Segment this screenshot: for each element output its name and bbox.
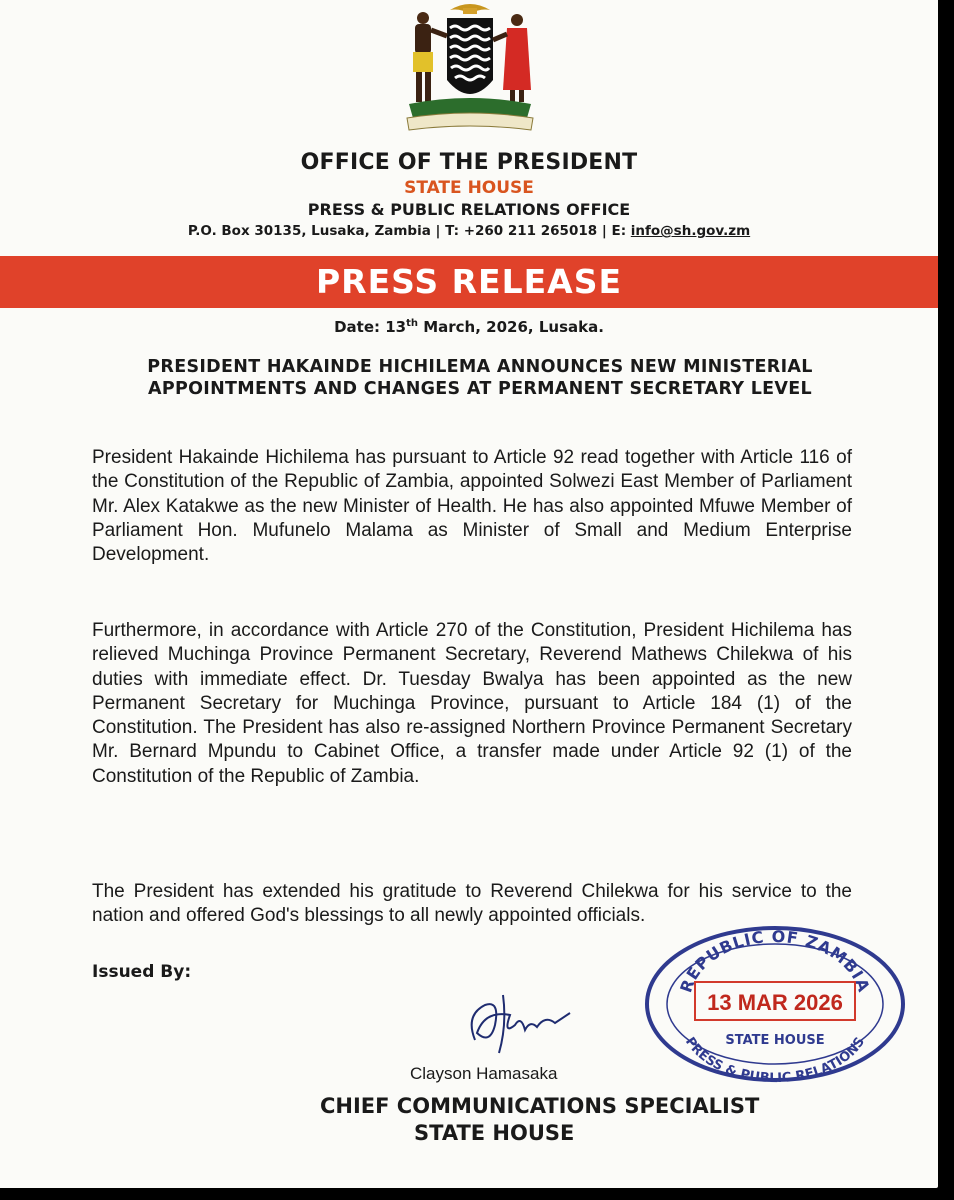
date-day: Date: 13 bbox=[334, 318, 407, 336]
svg-text:REPUBLIC OF ZAMBIA bbox=[676, 927, 874, 995]
date-rest: March, 2026, Lusaka. bbox=[418, 318, 604, 336]
signatory-org: STATE HOUSE bbox=[414, 1121, 575, 1145]
stamp-top-text: REPUBLIC OF ZAMBIA bbox=[676, 926, 874, 995]
email-link[interactable]: info@sh.gov.zm bbox=[630, 223, 751, 239]
date-suffix: th bbox=[406, 318, 418, 329]
release-date bbox=[0, 318, 938, 336]
contact-details: P.O. Box 30135, Lusaka, Zambia | T: +260 211 265018 | E: bbox=[187, 223, 631, 239]
stamp-bottom-text: PRESS & PUBLIC RELATIONS bbox=[681, 1034, 869, 1087]
official-stamp bbox=[640, 922, 910, 1087]
signatory-title: CHIEF COMMUNICATIONS SPECIALIST bbox=[320, 1094, 760, 1118]
body-paragraph-1: President Hakainde Hichilema has pursuant to Article 92 read together with Article 116 of the Constitution of the Republic of Zambia, appointed Solwezi East Member of Parliament Mr. Alex Katakwe as the new Minister of Health. He has also appointed Mfuwe Member of Parliament Hon. Mufunelo Malama as Minister of Small and Medium Enterprise Development. bbox=[92, 447, 852, 566]
stamp-line1: STATE HOUSE bbox=[725, 1033, 825, 1048]
stamp-date: 13 MAR 2026 bbox=[707, 990, 843, 1015]
contact-line bbox=[0, 223, 938, 239]
state-house-heading: STATE HOUSE bbox=[404, 178, 534, 198]
body-paragraph-2: Furthermore, in accordance with Article 270 of the Constitution, President Hichilema has relieved Muchinga Province Permanent Secretary, Reverend Mathews Chilekwa of his duties with immediate effect. Dr. Tuesday Bwalya has been appointed as the new Permanent Secretary for Muchinga Province, pursuant to Article 184 (1) of the Constitution. The President has also re-assigned Northern Province Permanent Secretary Mr. Bernard Mpundu to Cabinet Office, a transfer made under Article 92 (1) of the Constitution of the Republic of Zambia. bbox=[92, 620, 852, 787]
signature-icon bbox=[455, 985, 575, 1060]
press-release-banner: PRESS RELEASE bbox=[0, 256, 938, 308]
department-heading: PRESS & PUBLIC RELATIONS OFFICE bbox=[307, 200, 631, 219]
issued-by-label: Issued By: bbox=[92, 962, 192, 982]
headline: PRESIDENT HAKAINDE HICHILEMA ANNOUNCES NEW MINISTERIAL APPOINTMENTS AND CHANGES AT PERMANENT SECRETARY LEVEL bbox=[147, 357, 813, 399]
office-heading: OFFICE OF THE PRESIDENT bbox=[300, 150, 638, 175]
signatory-name: Clayson Hamasaka bbox=[410, 1064, 558, 1083]
coat-of-arms-icon bbox=[395, 0, 545, 148]
body-paragraph-3: The President has extended his gratitude to Reverend Chilekwa for his service to the nation and offered God's blessings to all newly appointed officials. bbox=[92, 881, 852, 927]
